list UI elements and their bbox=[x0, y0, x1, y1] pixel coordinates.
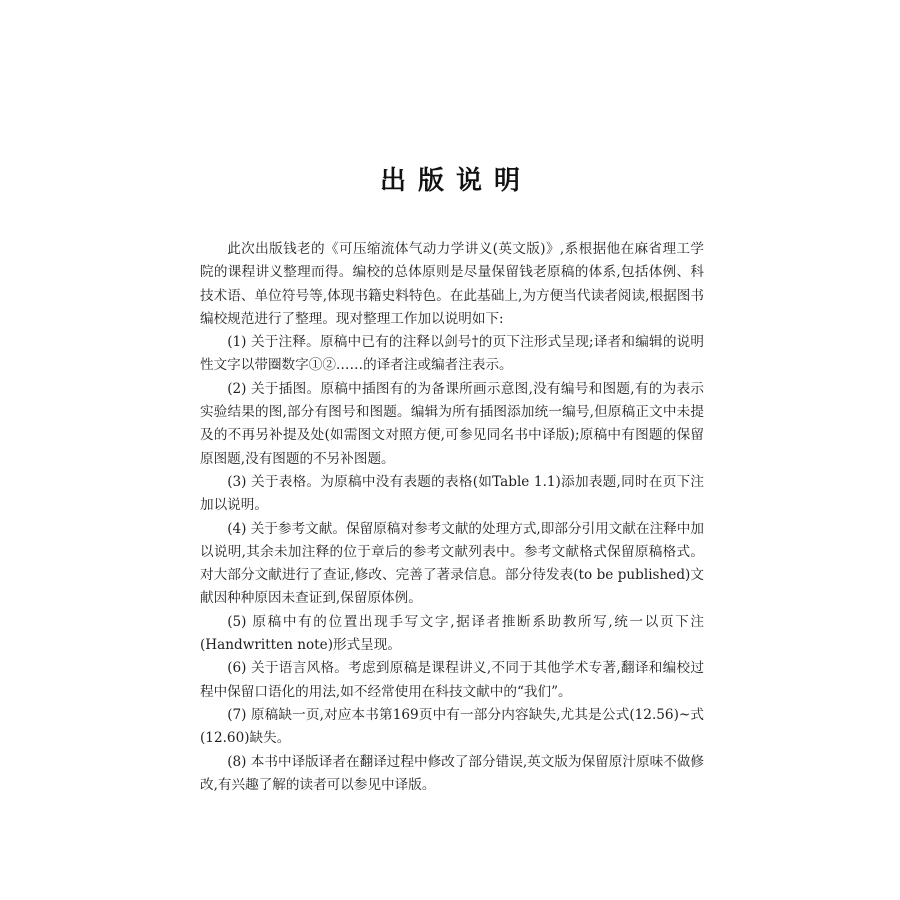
note-item-5-handwriting: (5) 原稿中有的位置出现手写文字,据译者推断系助教所写,统一以页下注(Handwritten note)形式呈现。 bbox=[200, 613, 704, 654]
note-item-3-tables: (3) 关于表格。为原稿中没有表题的表格(如Table 1.1)添加表题,同时在页下注加以说明。 bbox=[200, 473, 704, 514]
note-item-1-annotations: (1) 关于注释。原稿中已有的注释以剑号†的页下注形式呈现;译者和编辑的说明性文字以带圈数字①②……的译者注或编者注表示。 bbox=[200, 334, 704, 374]
note-item-8-corrections: (8) 本书中译版译者在翻译过程中修改了部分错误,英文版为保留原汁原味不做修改,有兴趣了解的读者可以参见中译版。 bbox=[200, 753, 704, 793]
page-title: 出版说明 bbox=[379, 166, 532, 196]
body-text bbox=[200, 238, 704, 797]
note-item-6-language-style: (6) 关于语言风格。考虑到原稿是课程讲义,不同于其他学术专著,翻译和编校过程中保留口语化的用法,如不经常使用在科技文献中的“我们”。 bbox=[200, 660, 704, 700]
note-item-4-references: (4) 关于参考文献。保留原稿对参考文献的处理方式,即部分引用文献在注释中加以说明,其余未加注释的位于章后的参考文献列表中。参考文献格式保留原稿格式。对大部分文献进行了查证,修改、完善了著录信息。部分待发表(to be published)文献因种种原因未查证到,保留原体例。 bbox=[200, 520, 704, 607]
intro-paragraph: 此次出版钱老的《可压缩流体气动力学讲义(英文版)》,系根据他在麻省理工学院的课程讲义整理而得。编校的总体原则是尽量保留钱老原稿的体系,包括体例、科技术语、单位符号等,体现书籍史料特色。在此基础上,为方便当代读者阅读,根据图书编校规范进行了整理。现对整理工作加以说明如下: bbox=[200, 241, 704, 327]
note-item-2-figures: (2) 关于插图。原稿中插图有的为备课所画示意图,没有编号和图题,有的为表示实验结果的图,部分有图号和图题。编辑为所有插图添加统一编号,但原稿正文中未提及的不再另补提及处(如需图文对照方便,可参见同名书中译版);原稿中有图题的保留原图题,没有图题的不另补图题。 bbox=[200, 380, 704, 467]
note-item-7-missing-page: (7) 原稿缺一页,对应本书第169页中有一部分内容缺失,尤其是公式(12.56)~式(12.60)缺失。 bbox=[200, 706, 704, 747]
